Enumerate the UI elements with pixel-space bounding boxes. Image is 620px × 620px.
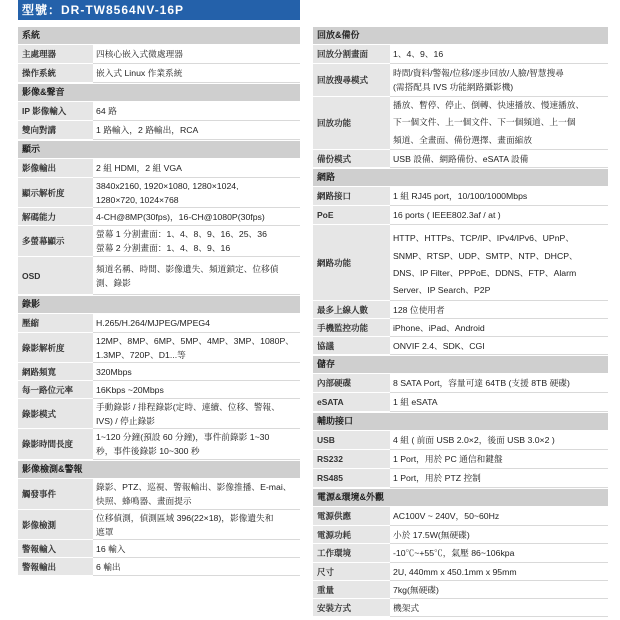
row-rs232 [313,450,608,469]
row-video-output [18,159,300,178]
spec-label: 協議 [313,337,390,355]
row-bitrate-per-channel [18,381,300,399]
section-auxiliary-interface [313,413,608,488]
row-playback-split-screen [313,45,608,64]
section-video-audio [18,84,300,140]
spec-label: 主處理器 [18,45,93,64]
section-recording [18,296,300,460]
spec-value-line: 螢幕 1 分割畫面：1、4、8、9、16、25、36 [96,229,267,239]
section-header: 影像檢測&警報 [18,461,300,478]
row-osd [18,257,300,295]
spec-value [93,479,300,510]
row-operating-environment [313,544,608,563]
spec-value [390,225,608,301]
section-header: 網路 [313,169,608,186]
row-weight [313,581,608,599]
row-backup-mode [313,150,608,168]
row-usb [313,431,608,450]
spec-value: 320Mbps [93,363,300,381]
row-max-online-users [313,301,608,319]
spec-value: 1 路輸入，2 路輸出，RCA [93,121,300,140]
spec-value-line: 秒，事件後錄影 10~300 秒 [96,446,200,456]
row-display-resolution [18,178,300,208]
spec-label: IP 影像輸入 [18,102,93,121]
spec-label: 顯示解析度 [18,178,93,208]
row-ip-video-input [18,102,300,121]
row-recording-resolution [18,333,300,363]
spec-value-line: SNMP、RTSP、UDP、SMTP、NTP、DHCP、 [393,250,578,261]
spec-value: 128 位使用者 [390,301,608,319]
row-network-bandwidth [18,363,300,381]
spec-value: AC100V ~ 240V，50~60Hz [390,507,608,526]
spec-value: USB 設備、網路備份、eSATA 設備 [390,150,608,168]
spec-value [93,226,300,257]
spec-value-line: IVS) / 停止錄影 [96,415,155,426]
spec-label: 網路接口 [313,187,390,206]
section-system [18,27,300,83]
section-power-environment [313,489,608,617]
row-installation [313,599,608,617]
spec-value-line: 手動錄影 / 排程錄影(定時、連續、位移、警報、 [96,401,280,412]
section-storage [313,356,608,412]
spec-label: 工作環境 [313,544,390,563]
spec-value [93,510,300,540]
spec-label: 警報輸入 [18,540,93,558]
spec-value [390,64,608,97]
spec-column-right [313,27,608,617]
row-trigger-events [18,479,300,510]
spec-value: 四核心嵌入式微處理器 [93,45,300,64]
section-header: 儲存 [313,356,608,373]
spec-label: 重量 [313,581,390,599]
row-dimensions [313,563,608,581]
spec-label: 雙向對講 [18,121,93,140]
spec-value-line: 螢幕 2 分割畫面：1、4、8、9、16 [96,243,231,253]
spec-value [93,178,300,208]
spec-label: 電源功耗 [313,526,390,544]
spec-value-line: 下一個文件、上一個文件、下一個頻道、上一個 [393,117,576,128]
spec-value-line: Server、IP Search、P2P [393,285,491,296]
spec-value: 64 路 [93,102,300,121]
row-recording-duration [18,429,300,460]
row-power-supply [313,507,608,526]
row-recording-mode [18,399,300,429]
spec-value [93,429,300,460]
section-header: 錄影 [18,296,300,313]
spec-label: 內部硬碟 [313,374,390,393]
row-poe [313,206,608,225]
spec-value-line: 遮罩 [96,526,114,537]
model-title-bar: 型號：DR-TW8564NV-16P [18,0,300,20]
spec-value-line: 測、錄影 [96,277,131,288]
spec-label: PoE [313,206,390,225]
spec-label: 觸發事件 [18,479,93,510]
spec-value: 16 ports ( IEEE802.3af / at ) [390,206,608,225]
section-header: 系統 [18,27,300,44]
spec-label: RS232 [313,450,390,469]
spec-value: 4-CH@8MP(30fps)，16-CH@1080P(30fps) [93,208,300,226]
spec-value: 1 組 RJ45 port，10/100/1000Mbps [390,187,608,206]
spec-value: 2 組 HDMI，2 組 VGA [93,159,300,178]
spec-value: ONVIF 2.4、SDK、CGI [390,337,608,355]
spec-label: 操作系統 [18,64,93,83]
spec-value: 1、4、9、16 [390,45,608,64]
spec-label: 解碼能力 [18,208,93,226]
spec-label: 回放分割畫面 [313,45,390,64]
spec-value-line: 頻道名稱、時間、影像遺失、頻道鎖定、位移偵 [96,263,279,274]
row-multi-screen-display [18,226,300,257]
row-network-functions [313,225,608,301]
row-main-processor [18,45,300,64]
section-header: 影像&聲音 [18,84,300,101]
spec-label: 警報輸出 [18,558,93,576]
section-header: 顯示 [18,141,300,158]
row-alarm-input [18,540,300,558]
spec-label: 網路頻寬 [18,363,93,381]
spec-value: 16 輸入 [93,540,300,558]
row-rs485 [313,469,608,488]
spec-label: 最多上線人數 [313,301,390,319]
section-video-detection-alarm [18,461,300,576]
spec-label: 每一路位元率 [18,381,93,399]
spec-label: 多螢幕顯示 [18,226,93,257]
spec-value-line: HTTP、HTTPs、TCP/IP、IPv4/IPv6、UPnP、 [393,233,575,244]
spec-value [93,333,300,363]
spec-value: 嵌入式 Linux 作業系統 [93,64,300,83]
spec-value-line: 快照、蜂鳴器、畫面提示 [96,496,192,506]
section-header: 回放&備份 [313,27,608,44]
spec-value-line: 3840x2160, 1920×1080, 1280×1024, [96,180,239,191]
spec-label: 回放搜尋模式 [313,64,390,97]
spec-label: OSD [18,257,93,295]
section-header: 輔助接口 [313,413,608,430]
spec-label: eSATA [313,393,390,412]
row-operating-system [18,64,300,83]
row-protocols [313,337,608,355]
spec-label: 影像檢測 [18,510,93,540]
spec-value-line: 位移偵測，偵測區域 396(22×18)，影像遺失和 [96,512,274,523]
spec-label: 錄影模式 [18,399,93,429]
spec-value [390,97,608,150]
spec-label: RS485 [313,469,390,488]
spec-value: 6 輸出 [93,558,300,576]
row-video-detection [18,510,300,540]
spec-label: USB [313,431,390,450]
spec-value-line: 1280×720, 1024×768 [96,194,179,205]
row-alarm-output [18,558,300,576]
row-playback-search-mode [313,64,608,97]
spec-label: 安裝方式 [313,599,390,617]
spec-value: 8 SATA Port，容量可達 64TB (支援 8TB 硬碟) [390,374,608,393]
row-esata [313,393,608,412]
spec-value-line: DNS、IP Filter、PPPoE、DDNS、FTP、Alarm [393,268,577,278]
spec-value: -10℃~+55℃，氣壓 86~106kpa [390,544,608,563]
spec-value: 16Kbps ~20Mbps [93,381,300,399]
spec-value: iPhone、iPad、Android [390,319,608,337]
spec-value: 4 組 ( 前面 USB 2.0×2，後面 USB 3.0×2 ) [390,431,608,450]
row-mobile-monitoring [313,319,608,337]
spec-value-line: 時間/資料/警報/位移/逐步回放/人臉/智慧搜尋 [393,68,564,78]
section-header: 電源&環境&外觀 [313,489,608,506]
spec-value: 1 組 eSATA [390,393,608,412]
spec-column-left [18,27,300,576]
section-playback-backup [313,27,608,168]
spec-value-line: 錄影、PTZ、巡視、警報輸出、影像推播、E-mai、 [96,482,292,492]
row-compression [18,314,300,333]
spec-label: 壓縮 [18,314,93,333]
spec-value: 1 Port，用於 PTZ 控制 [390,469,608,488]
spec-value: 機架式 [390,599,608,617]
row-network-interface [313,187,608,206]
spec-label: 回放功能 [313,97,390,150]
spec-label: 尺寸 [313,563,390,581]
spec-label: 備份模式 [313,150,390,168]
spec-value-line: 1~120 分鐘(預設 60 分鐘)，事件前錄影 1~30 [96,432,270,442]
spec-value-line: 播放、暫停、停止、倒轉、快速播放、慢速播放、 [393,99,585,110]
spec-label: 電源供應 [313,507,390,526]
spec-value: 2U, 440mm x 450.1mm x 95mm [390,563,608,581]
spec-value-line: 頻道、全畫面、備份選擇、畫面縮放 [393,134,532,145]
spec-label: 錄影時間長度 [18,429,93,460]
spec-value: 小於 17.5W(無硬碟) [390,526,608,544]
spec-label: 影像輸出 [18,159,93,178]
spec-label: 錄影解析度 [18,333,93,363]
row-internal-hdd [313,374,608,393]
section-display [18,141,300,295]
spec-label: 手機監控功能 [313,319,390,337]
spec-value [93,257,300,295]
row-power-consumption [313,526,608,544]
row-decoding-capability [18,208,300,226]
spec-value: 7kg(無硬碟) [390,581,608,599]
spec-label: 網路功能 [313,225,390,301]
row-two-way-audio [18,121,300,140]
row-playback-functions [313,97,608,150]
spec-value: H.265/H.264/MJPEG/MPEG4 [93,314,300,333]
spec-value [93,399,300,429]
spec-value-line: (需搭配具 IVS 功能網路攝影機) [393,82,514,92]
section-network [313,169,608,355]
spec-value-line: 1.3MP、720P、D1...等 [96,349,186,360]
spec-value: 1 Port，用於 PC 通信和鍵盤 [390,450,608,469]
spec-value-line: 12MP、8MP、6MP、5MP、4MP、3MP、1080P、 [96,335,294,346]
